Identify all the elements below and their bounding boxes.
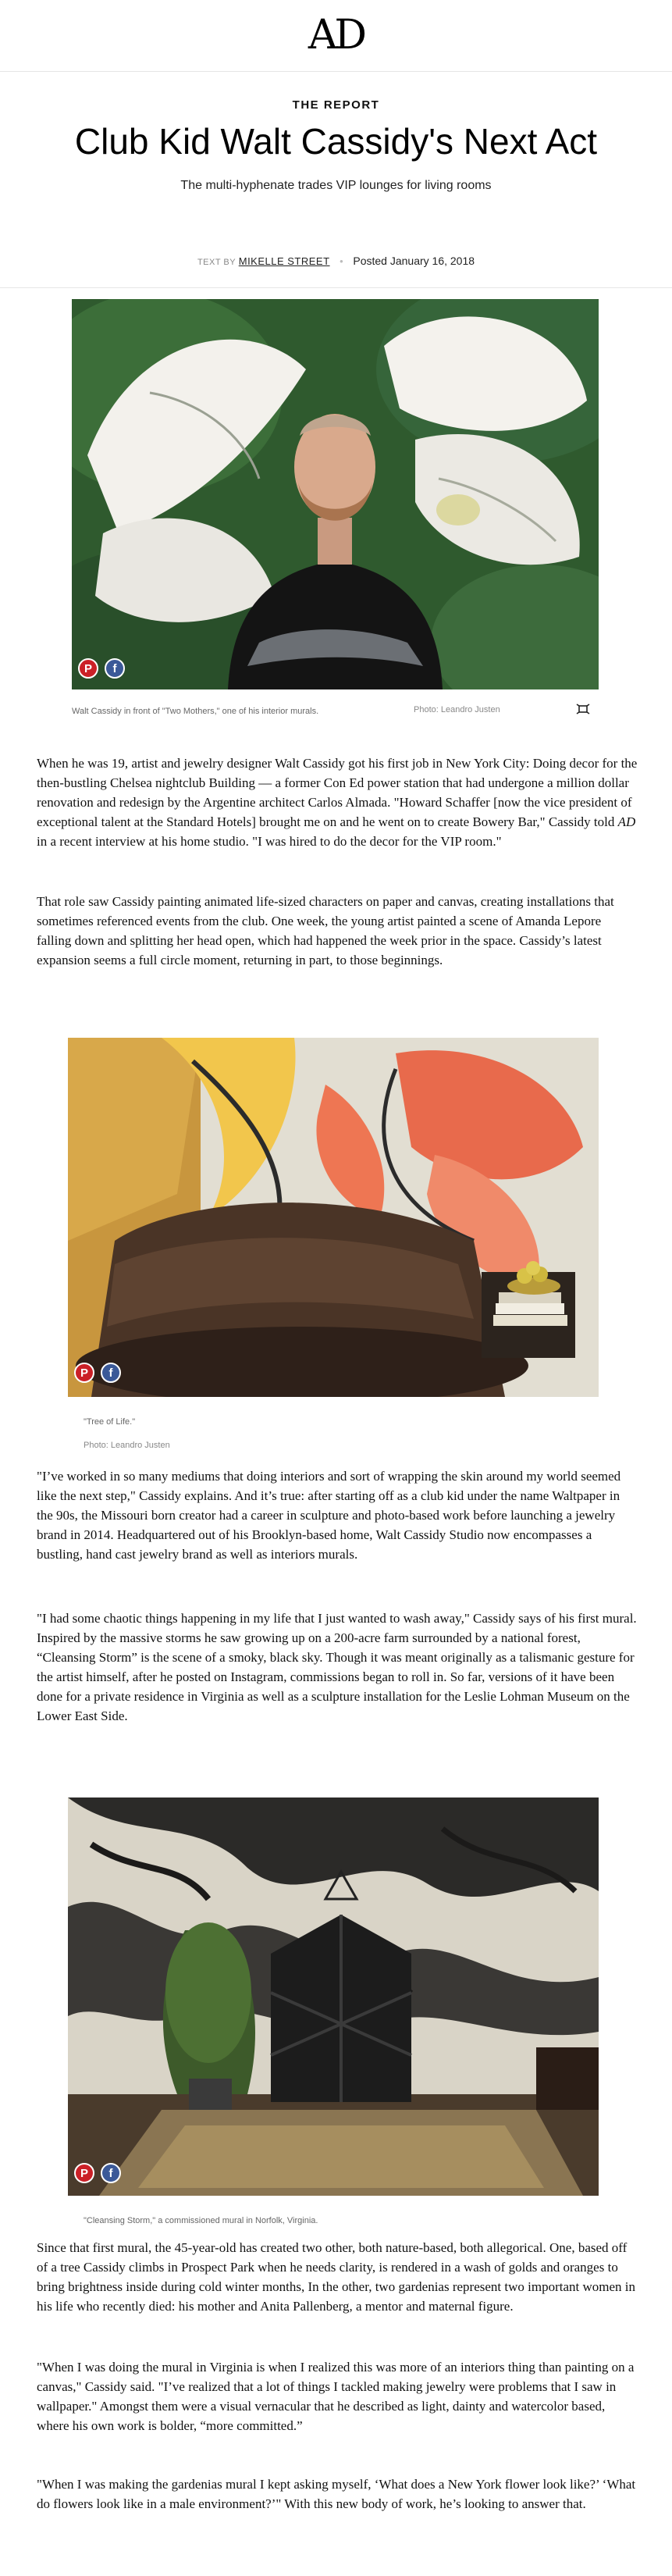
byline-label: TEXT BY bbox=[197, 258, 236, 267]
facebook-share-button[interactable]: f bbox=[101, 1363, 121, 1383]
body-paragraph-5: Since that first mural, the 45-year-old has created two other, both nature-based, both allegorical. One, based off of a tree Cassidy climbs in Prospect Park when he needs clarity, is rendered in a wash of golds and oranges to bring brightness inside during cold winter months, In the other, two gardenias represent two important women in his life who recently died: his mother and Anita Pallenberg, a mentor and maternal figure. bbox=[37, 2240, 636, 2314]
pinterest-share-button[interactable]: P bbox=[78, 658, 98, 679]
body-paragraph-3: "I’ve worked in so many mediums that doing interiors and sort of wrapping the skin around my world seemed like the next step," Cassidy explains. And it’s true: after starting off as a club kid under the name Waltpaper in the 90s, the Missouri born creator had a career in sculpture and photo-based work before launching a jewelry brand in 2014. Headquartered out of his Brooklyn-based home, Walt Cassidy Studio now encompasses a bustling, hand cast jewelry brand as well as interiors murals. bbox=[37, 1469, 621, 1562]
byline bbox=[0, 255, 672, 267]
article-headline: Club Kid Walt Cassidy's Next Act bbox=[74, 121, 598, 162]
tree-caption: "Tree of Life." bbox=[84, 1417, 136, 1427]
cleansing-storm-photo[interactable] bbox=[68, 1797, 599, 2196]
storm-caption: "Cleansing Storm," a commissioned mural in Norfolk, Virginia. bbox=[84, 2216, 318, 2225]
hero-credit: Photo: Leandro Justen bbox=[414, 705, 500, 714]
expand-icon[interactable] bbox=[576, 702, 590, 716]
body-paragraph-7: "When I was making the gardenias mural I kept asking myself, ‘What does a New York flower look like?’ ‘What do flowers look like in a male environment?’" With this new body of work, he’s looking to answer that. bbox=[37, 2477, 636, 2511]
pinterest-share-button[interactable]: P bbox=[74, 1363, 94, 1383]
ad-logo[interactable]: AD bbox=[308, 12, 364, 59]
hero-photo-art bbox=[72, 299, 599, 689]
pinterest-share-button[interactable]: P bbox=[74, 2163, 94, 2183]
tree-of-life-photo[interactable] bbox=[68, 1038, 599, 1397]
author-link[interactable]: MIKELLE STREET bbox=[238, 255, 330, 267]
body-paragraph-4: "I had some chaotic things happening in my life that I just wanted to wash away," Cassidy says of his first mural. Inspired by the massive storms he saw growing up on a 200-acre farm surrounded by a national forest, “Cleansing Storm” is the scene of a smoky, black sky. Though it was meant originally as a talismanic gesture for the artist himself, after he posted on Instagram, commissions began to roll in. So far, versions of it have been done for a private residence in Virginia as well as a sculpture installation for the Leslie Lohman Museum on the Lower East Side. bbox=[37, 1611, 637, 1723]
storm-share-buttons bbox=[74, 2163, 121, 2183]
tree-share-buttons bbox=[74, 1363, 121, 1383]
cleansing-storm-photo-art bbox=[68, 1797, 599, 2196]
byline-separator: • bbox=[340, 255, 343, 267]
article-rubric[interactable]: THE REPORT bbox=[292, 98, 380, 112]
hero-photo[interactable] bbox=[72, 299, 599, 689]
facebook-share-button[interactable]: f bbox=[105, 658, 125, 679]
body-paragraph-2: That role saw Cassidy painting animated life-sized characters on paper and canvas, creating installations that sometimes referenced events from the club. One week, the young artist painted a scene of Amanda Lepore falling down and splitting her head open, which had happened the week prior in the space. Cassidy’s latest expansion seems a full circle moment, returning in part, to those beginnings. bbox=[37, 894, 614, 967]
facebook-share-button[interactable]: f bbox=[101, 2163, 121, 2183]
byline-divider bbox=[0, 287, 672, 288]
hero-share-buttons bbox=[78, 658, 125, 679]
hero-caption: Walt Cassidy in front of "Two Mothers," one of his interior murals. bbox=[72, 707, 319, 716]
tree-of-life-photo-art bbox=[68, 1038, 599, 1397]
body-paragraph-1: When he was 19, artist and jewelry designer Walt Cassidy got his first job in New York City: Doing decor for the then-bustling Chelsea nightclub Building — a former Con Ed power station that had undergone a million dollar renovation and redesign by the Argentine architect Carlos Almada. "Howard Schaffer [now the vice president of exceptional talent at the Standard Hotels] brought me on and he went on to create Bowery Bar," Cassidy told AD in a recent interview at his home studio. "I was hired to do the decor for the VIP room." bbox=[37, 756, 638, 849]
body-paragraph-6: "When I was doing the mural in Virginia is when I realized this was more of an interiors thing than painting on a canvas," Cassidy said. "I’ve realized that a lot of things I tackled making jewelry were problems that I saw in wallpaper." Amongst them were a visual vernacular that he described as light, dainty and watercolor based, where his own work is bolder, “more committed.” bbox=[37, 2360, 635, 2433]
publish-date: Posted January 16, 2018 bbox=[353, 255, 475, 267]
tree-credit: Photo: Leandro Justen bbox=[84, 1441, 170, 1450]
article-dek: The multi-hyphenate trades VIP lounges for living rooms bbox=[180, 179, 492, 192]
site-header bbox=[0, 0, 672, 72]
